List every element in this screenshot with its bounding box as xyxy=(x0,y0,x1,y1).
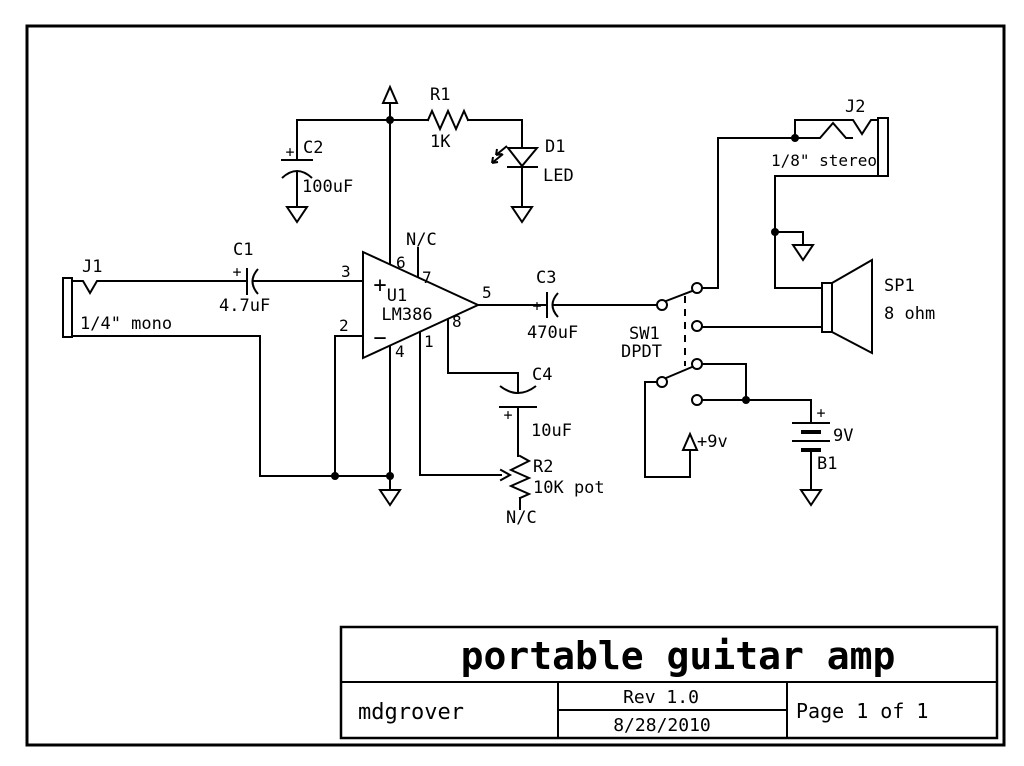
pin-label-1: 1 xyxy=(424,332,434,351)
sp1-cone xyxy=(832,260,872,353)
label-u1-noninverting: + xyxy=(373,273,387,298)
label-c4-value: 10uF xyxy=(531,421,572,441)
sw1-pole2-throw-a xyxy=(692,359,702,369)
battery-b1-symbol xyxy=(793,423,829,450)
drawing-date: 8/28/2010 xyxy=(613,715,711,736)
wire-j2-sleeve xyxy=(775,176,878,232)
wire-r1-to-d1 xyxy=(468,120,522,148)
drawing-author: mdgrover xyxy=(358,700,464,725)
ground-icon xyxy=(380,490,400,505)
label-d1-ref: D1 xyxy=(545,137,566,157)
label-b1-plus: + xyxy=(816,404,826,422)
power-arrow-top xyxy=(383,87,397,103)
label-sw1-value: DPDT xyxy=(621,342,662,362)
label-r1-ref: R1 xyxy=(430,85,451,105)
labels xyxy=(80,85,935,528)
label-c1-ref: C1 xyxy=(233,240,254,260)
label-c2-ref: C2 xyxy=(303,138,324,158)
label-sw1-ref: SW1 xyxy=(629,324,660,344)
label-u1-inverting: − xyxy=(373,326,387,351)
sp1-body xyxy=(822,283,832,332)
label-r1-value: 1K xyxy=(430,132,451,152)
label-j2-ref: J2 xyxy=(845,97,866,117)
jack-j1-symbol xyxy=(63,278,72,337)
d1-triangle xyxy=(508,148,537,166)
label-u1-value: LM386 xyxy=(381,305,433,325)
label-u1-ref: U1 xyxy=(386,286,408,306)
power-arrow-9v-triangle xyxy=(683,434,697,450)
wire-sw2-to-9v xyxy=(645,382,690,477)
jack-j2-plug-bar xyxy=(878,118,888,176)
junction-dot xyxy=(386,472,394,480)
label-r2-ref: R2 xyxy=(533,457,554,477)
junction-dot xyxy=(791,134,799,142)
label-d1-value: LED xyxy=(543,166,574,186)
ground-icon xyxy=(512,207,532,222)
title-block xyxy=(341,627,997,738)
label-r2-value: 10K pot xyxy=(533,478,605,498)
label-j1-value: 1/4" mono xyxy=(80,314,173,334)
pin-label-7: 7 xyxy=(422,268,432,287)
label-c3-ref: C3 xyxy=(536,268,557,288)
wiper-arrowhead xyxy=(501,470,510,480)
switch-sw1-symbol xyxy=(657,283,702,405)
label-b1-ref: B1 xyxy=(817,454,838,474)
label-nc-pin7: N/C xyxy=(406,230,437,250)
j2-ring-contact xyxy=(799,123,852,138)
label-c1-value: 4.7uF xyxy=(219,296,271,316)
label-c3-plus: + xyxy=(532,297,542,315)
sw1-pole1-throw-b xyxy=(692,321,702,331)
pin-label-5: 5 xyxy=(482,283,492,302)
wire-j2-gnd-stub xyxy=(775,232,803,245)
wire-pin2 xyxy=(335,336,363,476)
label-c2-plus: + xyxy=(285,143,295,161)
label-c1-plus: + xyxy=(232,263,242,281)
sw1-pole1-lever xyxy=(666,291,692,301)
wire-sw2-to-battery xyxy=(702,400,811,423)
junction-dot xyxy=(386,116,394,124)
d1-emission-arrow-1 xyxy=(496,146,507,155)
pin-label-4: 4 xyxy=(395,342,405,361)
label-j1-ref: J1 xyxy=(82,257,103,277)
ground-icon xyxy=(287,207,307,222)
ground-icon xyxy=(793,245,813,260)
junction-dot xyxy=(771,228,779,236)
sw1-pole1-common xyxy=(657,300,667,310)
wire-pin1-wiper xyxy=(420,332,501,475)
drawing-revision: Rev 1.0 xyxy=(623,687,699,708)
pin-label-3: 3 xyxy=(341,262,351,281)
pin-label-8: 8 xyxy=(452,312,462,331)
power-arrow-9v xyxy=(683,434,697,450)
drawing-page: Page 1 of 1 xyxy=(796,699,929,723)
label-sp1-ref: SP1 xyxy=(884,276,915,296)
drawing-title: portable guitar amp xyxy=(460,634,896,678)
label-power-net: +9v xyxy=(697,432,728,452)
wire-to-sp1-top xyxy=(775,232,822,288)
sw1-pole2-common xyxy=(657,377,667,387)
label-sp1-value: 8 ohm xyxy=(884,304,936,324)
label-c4-ref: C4 xyxy=(532,365,553,385)
label-c2-value: 100uF xyxy=(302,177,354,197)
ground-icon xyxy=(801,490,821,505)
potentiometer-r2-symbol xyxy=(511,456,529,498)
wire-j1-sleeve xyxy=(72,336,390,476)
wire-j1-tip xyxy=(72,281,245,293)
junction-dot xyxy=(331,472,339,480)
speaker-sp1-symbol xyxy=(822,260,872,353)
resistor-r1-symbol xyxy=(428,111,468,129)
power-arrow-top-triangle xyxy=(383,87,397,103)
junction-dot xyxy=(742,396,750,404)
led-d1-symbol xyxy=(492,146,537,167)
label-j2-value: 1/8" stereo xyxy=(771,151,877,170)
pin-label-6: 6 xyxy=(396,253,406,272)
label-c3-value: 470uF xyxy=(527,323,579,343)
pin-label-2: 2 xyxy=(339,316,349,335)
sw1-pole2-throw-b xyxy=(692,395,702,405)
label-nc-r2: N/C xyxy=(506,508,537,528)
label-c4-plus: + xyxy=(503,406,513,424)
sw1-pole1-throw-a xyxy=(692,283,702,293)
j2-tip-contact xyxy=(795,120,878,138)
j1-plug-bar xyxy=(63,278,72,337)
label-b1-value: 9V xyxy=(833,426,854,446)
sw1-pole2-lever xyxy=(666,367,692,378)
wire-sw2-throw-a xyxy=(702,364,746,400)
